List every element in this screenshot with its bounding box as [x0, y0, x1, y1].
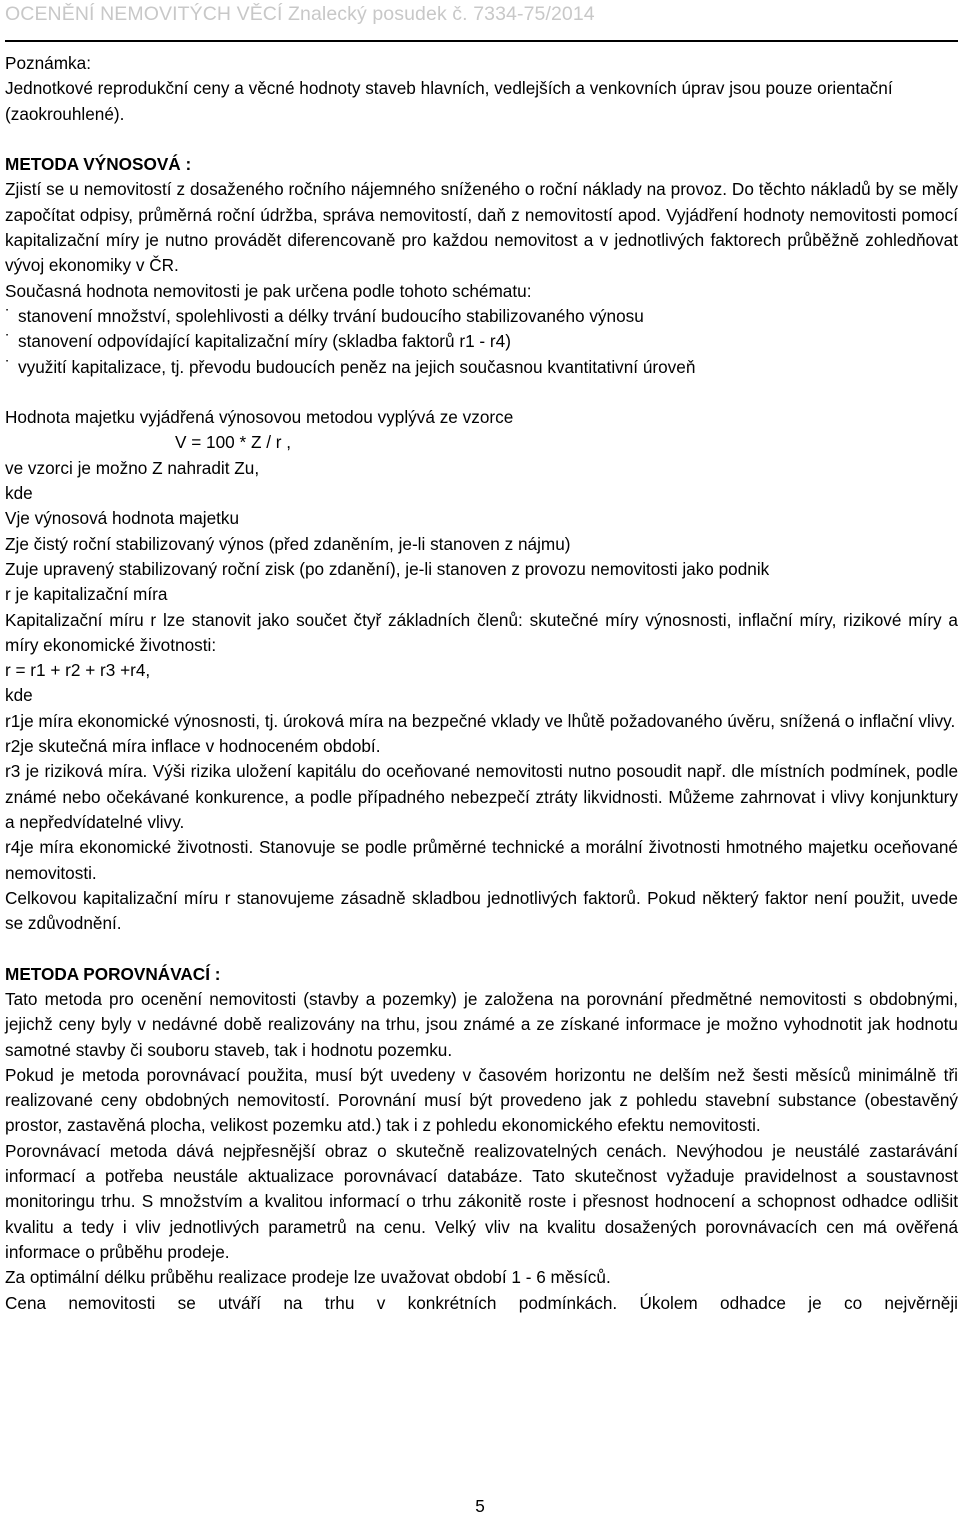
comparison-paragraph: Porovnávací metoda dává nejpřesnější obraz o skutečně realizovatelných cenách. Nevýhodou je neustálé zastarávání informací a potřeba neustále aktualizace porovnávací databáze. Tato skutečnost vyžaduje pravidelnost a soustavnost monitoringu trhu. S množstvím a kvalitou informací o trhu zákonitě roste i přesnost hodnocení a schopnost odhadce odlišit kvalitu a tedy i vliv jednotlivých parametrů na cenu. Velký vliv na kvalitu dosažených porovnávacích cen má ověřená informace o průběhu prodeje.: [5, 1140, 958, 1262]
bullet-text: stanovení odpovídající kapitalizační míry (skladba faktorů r1 - r4): [18, 331, 511, 352]
note-label: Poznámka:: [5, 53, 91, 73]
income-method-heading: METODA VÝNOSOVÁ :: [5, 154, 192, 175]
r-formula: r = r1 + r2 + r3 +r4,: [5, 660, 151, 681]
definition-r3: r3 je riziková míra. Výši rizika uložení kapitálu do oceňované nemovitosti nutno posoudit např. dle místních podmínek, podle známé nebo očekávané konkurence, a podle případného nebezpečí ztráty likvidnosti. Můžeme zahrnovat i vlivy konjunktury a nepředvídatelné vlivy.: [5, 761, 958, 832]
kde-label: kde: [5, 685, 33, 706]
value-formula: V = 100 * Z / r ,: [175, 432, 292, 453]
income-method-intro: Zjistí se u nemovitostí z dosaženého ročního nájemného sníženého o roční náklady na provoz. Do těchto nákladů by se měly započítat odpisy, průměrná roční údržba, správa nemovitostí, daň z nemovitostí apod. Vyjádření hodnoty nemovitosti pomocí kapitalizační míry je nutno provádět diferencovaně pro každou nemovitost a v jednotlivých faktorech průběžně zohledňovat vývoj ekonomiky v ČR.: [5, 179, 958, 276]
bullet-mark: ˙: [5, 331, 11, 352]
definition-r4: r4je míra ekonomické životnosti. Stanovuje se podle průměrné technické a morální životnosti hmotného majetku oceňované nemovitosti.: [5, 837, 958, 883]
header-title: OCENĚNÍ NEMOVITÝCH VĚCÍ Znalecký posudek č. 7334-75/2014: [5, 3, 595, 25]
header-rule: [5, 40, 958, 42]
document-body: [5, 51, 958, 1316]
spacer: [5, 380, 958, 405]
total-rate-text: Celkovou kapitalizační míru r stanovujeme zásadně skladbou jednotlivých faktorů. Pokud některý faktor není použit, uvede se zdůvodnění.: [5, 887, 958, 934]
zu-note: ve vzorci je možno Z nahradit Zu,: [5, 457, 260, 478]
definition-r: r je kapitalizační míra: [5, 584, 168, 605]
capitalization-rate-text: Kapitalizační míru r lze stanovit jako součet čtyř základních členů: skutečné míry výnosnosti, inflační míry, rizikové míry a míry ekonomické životnosti:: [5, 609, 958, 655]
formula-intro: Hodnota majetku vyjádřená výnosovou metodou vyplývá ze vzorce: [5, 407, 514, 428]
kde-label: kde: [5, 483, 33, 504]
definition-zu: Zuje upravený stabilizovaný roční zisk (po zdanění), je-li stanoven z provozu nemovitosti jako podnik: [5, 558, 770, 579]
scheme-intro: Současná hodnota nemovitosti je pak určena podle tohoto schématu:: [5, 280, 532, 301]
bullet-mark: ˙: [5, 305, 11, 326]
definition-z: Zje čistý roční stabilizovaný výnos (před zdaněním, je-li stanoven z nájmu): [5, 533, 571, 554]
definition-r1: r1je míra ekonomické výnosnosti, tj. úroková míra na bezpečné vklady ve lhůtě požadovaného úvěru, snížená o inflační vlivy.: [5, 710, 956, 731]
bullet-mark: ˙: [5, 356, 11, 377]
comparison-paragraph: Cena nemovitosti se utváří na trhu v konkrétních podmínkách. Úkolem odhadce je co nejvěrněji: [5, 1292, 958, 1313]
definition-r2: r2je skutečná míra inflace v hodnoceném období.: [5, 736, 381, 757]
comparison-paragraph: Pokud je metoda porovnávací použita, musí být uvedeny v časovém horizontu ne delším než šesti měsíců minimálně tři realizované ceny obdobných nemovitostí. Porovnání musí být provedeno jak z pohledu stavební substance (obestavěný prostor, zastavěná plocha, velikost pozemku atd.) tak i z pohledu ekonomického efektu nemovitosti.: [5, 1064, 958, 1136]
scheme-bullet: [5, 304, 958, 329]
comparison-method-heading: METODA POROVNÁVACÍ :: [5, 963, 221, 984]
spacer: [5, 936, 958, 961]
scheme-bullet: [5, 355, 958, 380]
comparison-paragraph: Tato metoda pro ocenění nemovitosti (stavby a pozemky) je založena na porovnání předmětné nemovitosti s obdobnými, jejichž ceny byly v nedávné době realizovány na trhu, jsou známé a ze získané informace je možno vyhodnotit jak hodnotu samotné stavby či souboru staveb, tak i hodnotu pozemku.: [5, 988, 958, 1060]
note-text: Jednotkové reprodukční ceny a věcné hodnoty staveb hlavních, vedlejších a venkovních úprav jsou pouze orientační (zaokrouhlené).: [5, 78, 893, 124]
bullet-text: využití kapitalizace, tj. převodu budoucích peněz na jejich současnou kvantitativní úroveň: [18, 356, 696, 377]
page-header: [0, 0, 960, 44]
scheme-bullet: [5, 329, 958, 354]
page-number: 5: [475, 1496, 485, 1516]
bullet-text: stanovení množství, spolehlivosti a délky trvání budoucího stabilizovaného výnosu: [18, 305, 644, 326]
spacer: [5, 127, 958, 152]
comparison-paragraph: Za optimální délku průběhu realizace prodeje lze uvažovat období 1 - 6 měsíců.: [5, 1267, 611, 1288]
definition-v: Vje výnosová hodnota majetku: [5, 508, 240, 529]
